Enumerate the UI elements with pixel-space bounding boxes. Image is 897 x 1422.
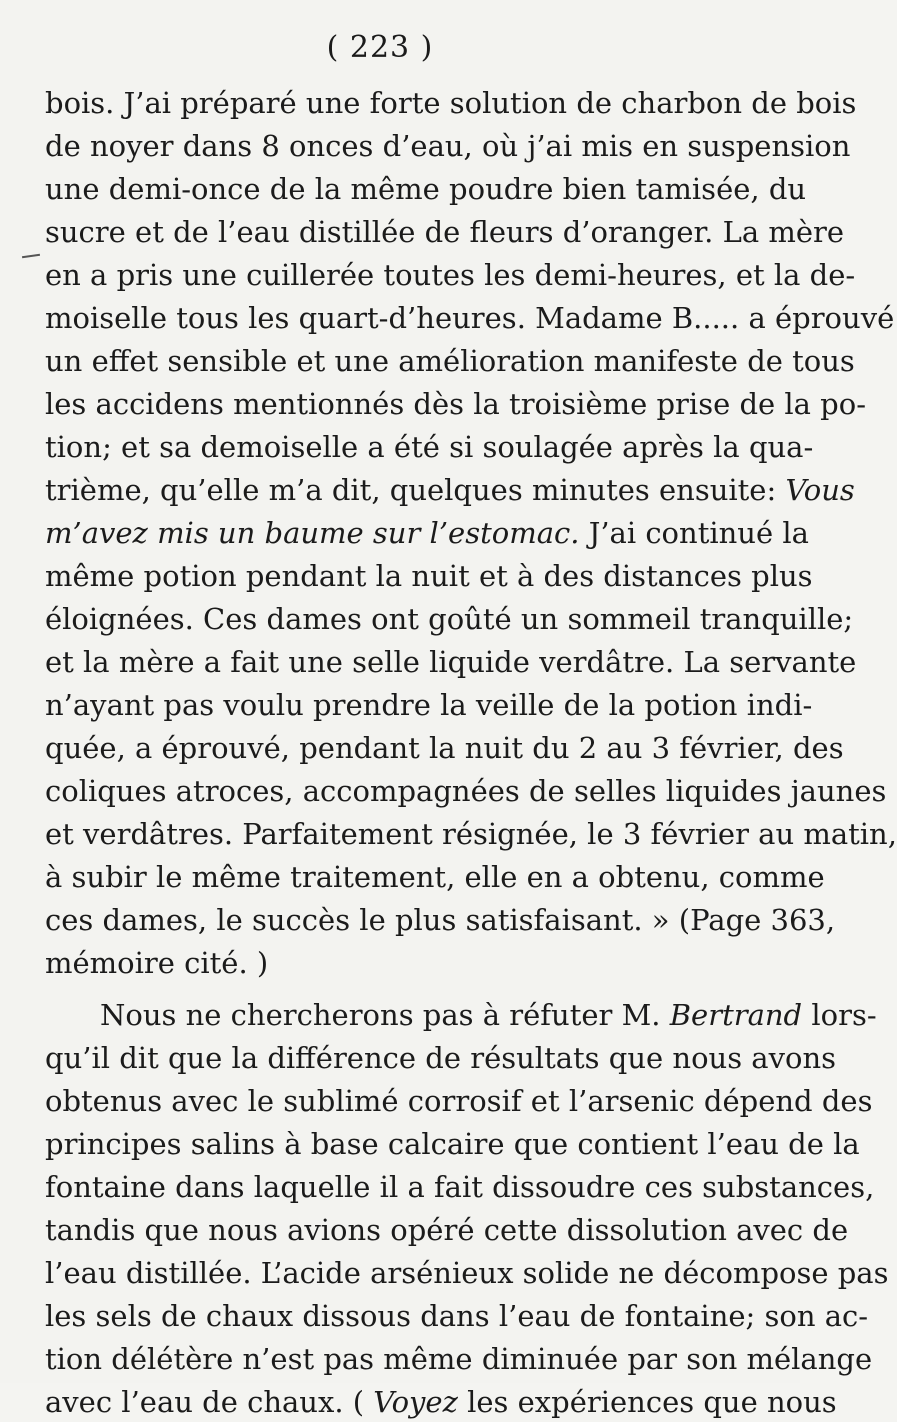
text-line: mémoire cité. ) [45, 946, 269, 980]
text-line: l’eau distillée. L’acide arsénieux solide ne décompose pas [45, 1256, 889, 1290]
italic-text: Vous [785, 473, 855, 507]
text-line: les sels de chaux dissous dans l’eau de fontaine; son ac- [45, 1299, 869, 1333]
text-line: qu’il dit que la différence de résultats que nous avons [45, 1041, 837, 1075]
text-line: éloignées. Ces dames ont goûté un sommeil tranquille; [45, 602, 854, 636]
italic-text: Bertrand [669, 998, 803, 1032]
text-line: en a pris une cuillerée toutes les demi-heures, et la de- [45, 258, 856, 292]
text-line: quée, a éprouvé, pendant la nuit du 2 au 3 février, des [45, 731, 844, 765]
text-line-with-italic [100, 995, 877, 1035]
text-line: tion; et sa demoiselle a été si soulagée après la qua- [45, 430, 814, 464]
text-line: n’ayant pas voulu prendre la veille de la potion indi- [45, 688, 813, 722]
text-line: de noyer dans 8 onces d’eau, où j’ai mis en suspension [45, 129, 851, 163]
text-line: à subir le même traitement, elle en a obtenu, comme [45, 860, 825, 894]
text-line: coliques atroces, accompagnées de selles liquides jaunes [45, 774, 887, 808]
text-line-with-italic [45, 470, 855, 510]
text-line: obtenus avec le sublimé corrosif et l’arsenic dépend des [45, 1084, 873, 1118]
italic-text: m’avez [45, 516, 148, 550]
text-line-with-italic [45, 513, 809, 553]
text-segment: Nous ne chercherons pas à réfuter M. [100, 998, 661, 1032]
text-line: un effet sensible et une amélioration manifeste de tous [45, 344, 855, 378]
page-number: ( 223 ) [326, 30, 434, 65]
text-line: les accidens mentionnés dès la troisième prise de la po- [45, 387, 867, 421]
text-segment: les expériences que nous [467, 1385, 837, 1419]
text-line: même potion pendant la nuit et à des distances plus [45, 559, 813, 593]
text-line: une demi-once de la même poudre bien tamisée, du [45, 172, 807, 206]
text-line: sucre et de l’eau distillée de fleurs d’oranger. La mère [45, 215, 845, 249]
text-line: fontaine dans laquelle il a fait dissoudre ces substances, [45, 1170, 875, 1204]
text-line: principes salins à base calcaire que contient l’eau de la [45, 1127, 860, 1161]
text-line: ces dames, le succès le plus satisfaisant. » (Page 363, [45, 903, 836, 937]
text-segment: trième, qu’elle m’a dit, quelques minutes ensuite: [45, 473, 777, 507]
text-line: moiselle tous les quart-d’heures. Madame B..... a éprouvé [45, 301, 895, 335]
italic-text: Voyez [373, 1385, 458, 1419]
italic-text: mis un baume sur l’estomac. [157, 516, 580, 550]
text-line: tandis que nous avions opéré cette dissolution avec de [45, 1213, 849, 1247]
text-segment: avec l’eau de chaux. ( [45, 1385, 365, 1419]
text-segment: J’ai continué la [588, 516, 809, 550]
text-line-with-italic [45, 1382, 837, 1422]
text-line: tion délétère n’est pas même diminuée par son mélange [45, 1342, 873, 1376]
text-line: et verdâtres. Parfaitement résignée, le 3 février au matin, [45, 817, 897, 851]
margin-mark [22, 254, 40, 258]
text-line: bois. J’ai préparé une forte solution de charbon de bois [45, 86, 857, 120]
text-segment: lors- [811, 998, 877, 1032]
text-line: et la mère a fait une selle liquide verdâtre. La servante [45, 645, 857, 679]
